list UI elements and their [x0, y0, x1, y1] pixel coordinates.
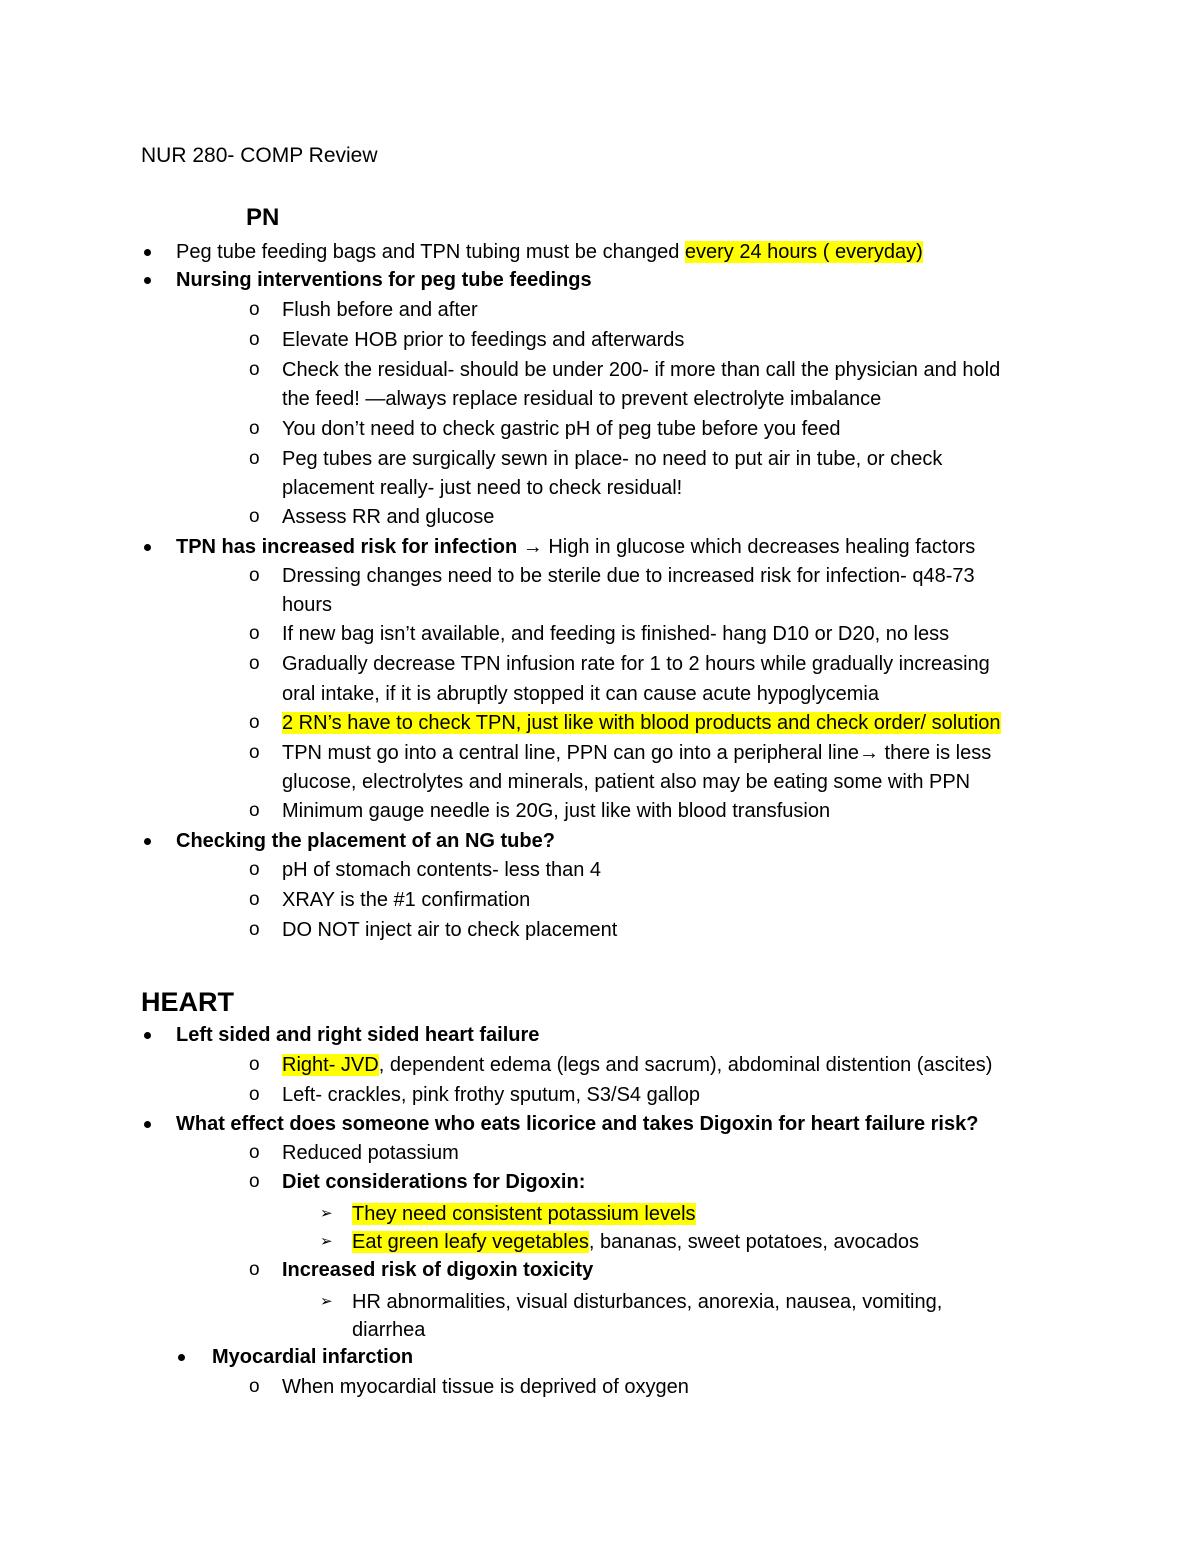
sub-item	[282, 739, 991, 767]
circle-bullet-icon: o	[249, 1142, 260, 1163]
sub-item: Reduced potassium	[282, 1142, 459, 1164]
list-item-heading: Nursing interventions for peg tube feedings	[176, 269, 592, 291]
bullet-icon	[144, 1121, 151, 1128]
sub-item-continuation: placement really- just need to check residual!	[282, 477, 683, 499]
circle-bullet-icon: o	[249, 653, 260, 674]
section-heading-pn: PN	[246, 204, 280, 231]
sub-sub-item: HR abnormalities, visual disturbances, anorexia, nausea, vomiting,	[352, 1291, 943, 1313]
sub-item: Assess RR and glucose	[282, 506, 495, 528]
sub-item: Elevate HOB prior to feedings and afterwards	[282, 329, 685, 351]
sub-item-continuation: oral intake, if it is abruptly stopped it can cause acute hypoglycemia	[282, 683, 879, 705]
circle-bullet-icon: o	[249, 448, 260, 469]
circle-bullet-icon: o	[249, 418, 260, 439]
sub-item: pH of stomach contents- less than 4	[282, 859, 602, 881]
arrowhead-bullet-icon: ➢	[320, 1233, 333, 1250]
item-text: , dependent edema (legs and sacrum), abdominal distention (ascites)	[378, 1054, 993, 1076]
sub-item: Check the residual- should be under 200- if more than call the physician and hold	[282, 359, 1001, 381]
arrowhead-bullet-icon: ➢	[320, 1293, 333, 1310]
sub-item	[282, 709, 1001, 737]
circle-bullet-icon: o	[249, 359, 260, 380]
sub-item: Left- crackles, pink frothy sputum, S3/S4 gallop	[282, 1084, 700, 1106]
bullet-icon	[178, 1354, 185, 1361]
list-item-heading: What effect does someone who eats licorice and takes Digoxin for heart failure risk?	[176, 1113, 979, 1135]
list-item-heading: Left sided and right sided heart failure	[176, 1024, 540, 1046]
sub-item	[282, 1051, 992, 1079]
arrow-icon: →	[522, 536, 543, 558]
circle-bullet-icon: o	[249, 919, 260, 940]
highlighted-text: Right- JVD	[282, 1054, 379, 1076]
sub-item: Dressing changes need to be sterile due to increased risk for infection- q48-73	[282, 565, 975, 587]
circle-bullet-icon: o	[249, 506, 260, 527]
highlighted-text: every 24 hours ( everyday)	[684, 241, 923, 263]
sub-item-continuation: hours	[282, 594, 333, 616]
sub-item: When myocardial tissue is deprived of oxygen	[282, 1376, 689, 1398]
item-text: , bananas, sweet potatoes, avocados	[588, 1231, 920, 1253]
sub-sub-item-continuation: diarrhea	[352, 1319, 426, 1341]
circle-bullet-icon: o	[249, 889, 260, 910]
list-item-heading: TPN has increased risk for infection	[176, 536, 523, 558]
circle-bullet-icon: o	[249, 299, 260, 320]
arrowhead-bullet-icon: ➢	[320, 1205, 333, 1222]
sub-item: Gradually decrease TPN infusion rate for 1 to 2 hours while gradually increasing	[282, 653, 990, 675]
bullet-icon	[144, 838, 151, 845]
list-item-heading: Checking the placement of an NG tube?	[176, 830, 555, 852]
arrow-icon: →	[858, 742, 879, 764]
circle-bullet-icon: o	[249, 565, 260, 586]
circle-bullet-icon: o	[249, 1054, 260, 1075]
sub-item-continuation: the feed! —always replace residual to prevent electrolyte imbalance	[282, 388, 882, 410]
item-text: Peg tube feeding bags and TPN tubing must be changed	[176, 241, 685, 263]
bullet-icon	[144, 249, 151, 256]
sub-item: Increased risk of digoxin toxicity	[282, 1259, 594, 1281]
sub-item: You don’t need to check gastric pH of peg tube before you feed	[282, 418, 841, 440]
list-item	[176, 238, 923, 266]
sub-sub-item	[352, 1228, 919, 1256]
highlighted-text: Eat green leafy vegetables	[352, 1231, 589, 1253]
sub-item: Minimum gauge needle is 20G, just like with blood transfusion	[282, 800, 831, 822]
sub-item: DO NOT inject air to check placement	[282, 919, 618, 941]
sub-item: Peg tubes are surgically sewn in place- no need to put air in tube, or check	[282, 448, 943, 470]
sub-sub-item	[352, 1200, 696, 1228]
list-item-heading: Myocardial infarction	[212, 1346, 414, 1368]
sub-item: If new bag isn’t available, and feeding is finished- hang D10 or D20, no less	[282, 623, 950, 645]
circle-bullet-icon: o	[249, 859, 260, 880]
circle-bullet-icon: o	[249, 623, 260, 644]
sub-item-continuation: glucose, electrolytes and minerals, patient also may be eating some with PPN	[282, 771, 971, 793]
sub-item: XRAY is the #1 confirmation	[282, 889, 531, 911]
bullet-icon	[144, 277, 151, 284]
document-title: NUR 280- COMP Review	[141, 144, 378, 167]
circle-bullet-icon: o	[249, 1084, 260, 1105]
highlighted-text: 2 RN’s have to check TPN, just like with blood products and check order/ solution	[282, 712, 1001, 734]
highlighted-text: They need consistent potassium levels	[352, 1203, 696, 1225]
item-text: there is less	[878, 742, 992, 764]
sub-item: Diet considerations for Digoxin:	[282, 1171, 586, 1193]
item-text: TPN must go into a central line, PPN can go into a peripheral line	[282, 742, 859, 764]
circle-bullet-icon: o	[249, 1171, 260, 1192]
circle-bullet-icon: o	[249, 329, 260, 350]
circle-bullet-icon: o	[249, 1259, 260, 1280]
circle-bullet-icon: o	[249, 1376, 260, 1397]
item-text: High in glucose which decreases healing factors	[542, 536, 976, 558]
circle-bullet-icon: o	[249, 742, 260, 763]
circle-bullet-icon: o	[249, 712, 260, 733]
bullet-icon	[144, 1032, 151, 1039]
circle-bullet-icon: o	[249, 800, 260, 821]
bullet-icon	[144, 544, 151, 551]
list-item	[176, 533, 975, 561]
section-heading-heart: HEART	[141, 987, 234, 1017]
sub-item: Flush before and after	[282, 299, 478, 321]
